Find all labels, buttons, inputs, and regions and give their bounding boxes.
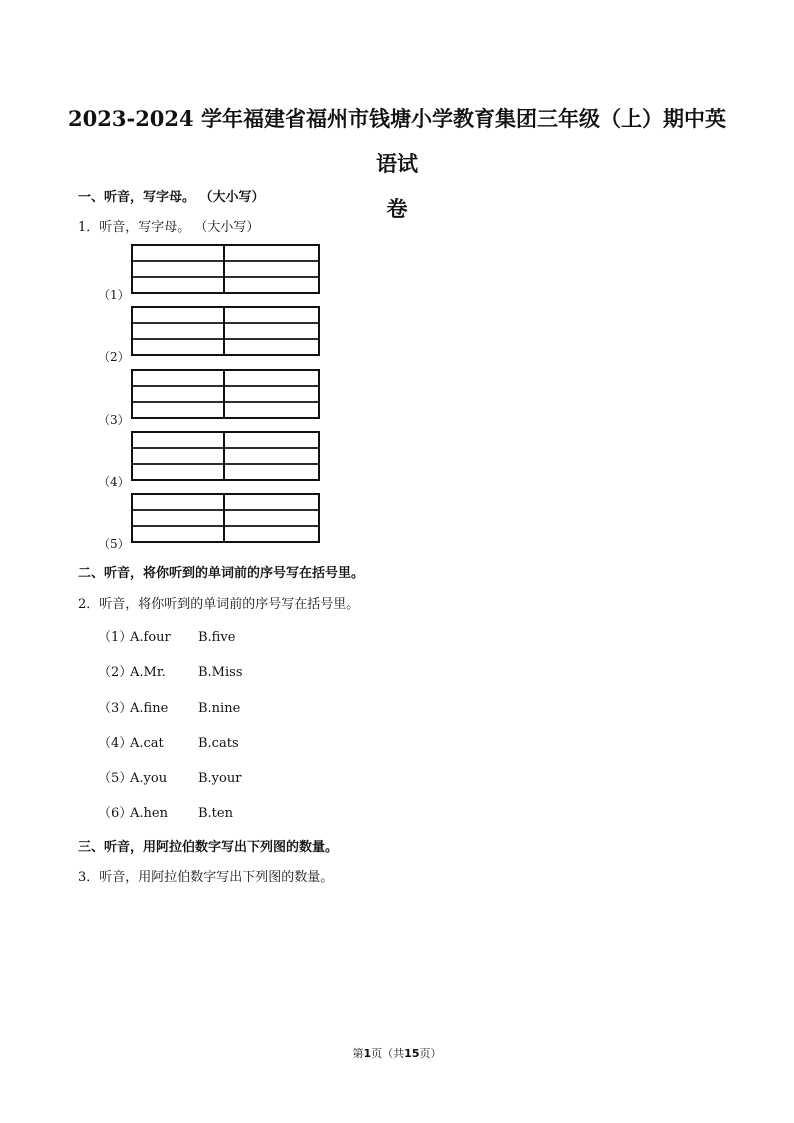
title-line-1: 2023-2024 学年福建省福州市钱塘小学教育集团三年级（上）期中英语试	[68, 106, 726, 176]
choice-row-3	[98, 697, 240, 716]
option-a: A.hen	[130, 806, 168, 821]
choice-number: （5）	[98, 771, 133, 786]
choice-number: （6）	[98, 806, 133, 821]
option-b: B.ten	[198, 806, 233, 821]
option-b: B.cats	[198, 736, 239, 751]
choice-number: （3）	[98, 701, 133, 716]
page-number: 1	[363, 1047, 372, 1060]
item-label-4: （4）	[98, 475, 130, 489]
choice-row-1	[98, 626, 235, 645]
item-label-1: （1）	[98, 288, 130, 302]
item-label-2: （2）	[98, 350, 130, 364]
four-line-grid	[131, 244, 321, 294]
item-label-5: （5）	[98, 537, 130, 551]
writing-grid-5[interactable]	[131, 493, 321, 543]
choice-number: （4）	[98, 736, 133, 751]
writing-grid-4[interactable]	[131, 431, 321, 481]
page-total: 15	[404, 1047, 420, 1060]
choice-number: （1）	[98, 630, 133, 645]
option-a: A.fine	[130, 701, 169, 716]
option-b: B.your	[198, 771, 242, 786]
writing-grid-3[interactable]	[131, 369, 321, 419]
section-3-heading: 三、听音，用阿拉伯数字写出下列图的数量。	[78, 840, 339, 855]
choice-row-2	[98, 661, 243, 680]
four-line-grid	[131, 431, 321, 481]
choice-row-4	[98, 732, 239, 751]
choice-number: （2）	[98, 665, 133, 680]
question-1: 1．听音，写字母。 （大小写）	[78, 220, 260, 235]
footer-mid: 页（共	[371, 1047, 405, 1060]
writing-grid-2[interactable]	[131, 306, 321, 356]
option-a: A.four	[130, 630, 171, 645]
section-1-heading: 一、听音，写字母。 （大小写）	[78, 190, 265, 205]
four-line-grid	[131, 493, 321, 543]
question-3: 3．听音，用阿拉伯数字写出下列图的数量。	[78, 870, 334, 885]
choice-row-5	[98, 767, 241, 786]
page-footer	[0, 1045, 794, 1061]
option-a: A.you	[130, 771, 168, 786]
section-2-heading: 二、听音，将你听到的单词前的序号写在括号里。	[78, 566, 365, 581]
footer-prefix: 第	[352, 1047, 364, 1060]
title-line-2: 卷	[386, 196, 408, 221]
item-label-3: （3）	[98, 413, 130, 427]
option-a: A.cat	[130, 736, 164, 751]
option-b: B.Miss	[198, 665, 243, 680]
four-line-grid	[131, 369, 321, 419]
option-a: A.Mr.	[130, 665, 166, 680]
writing-grid-1[interactable]	[131, 244, 321, 294]
option-b: B.five	[198, 630, 236, 645]
question-2: 2．听音，将你听到的单词前的序号写在括号里。	[78, 597, 360, 612]
exam-title	[60, 96, 734, 231]
choice-row-6	[98, 802, 233, 821]
four-line-grid	[131, 306, 321, 356]
footer-suffix: 页）	[419, 1047, 442, 1060]
option-b: B.nine	[198, 701, 241, 716]
